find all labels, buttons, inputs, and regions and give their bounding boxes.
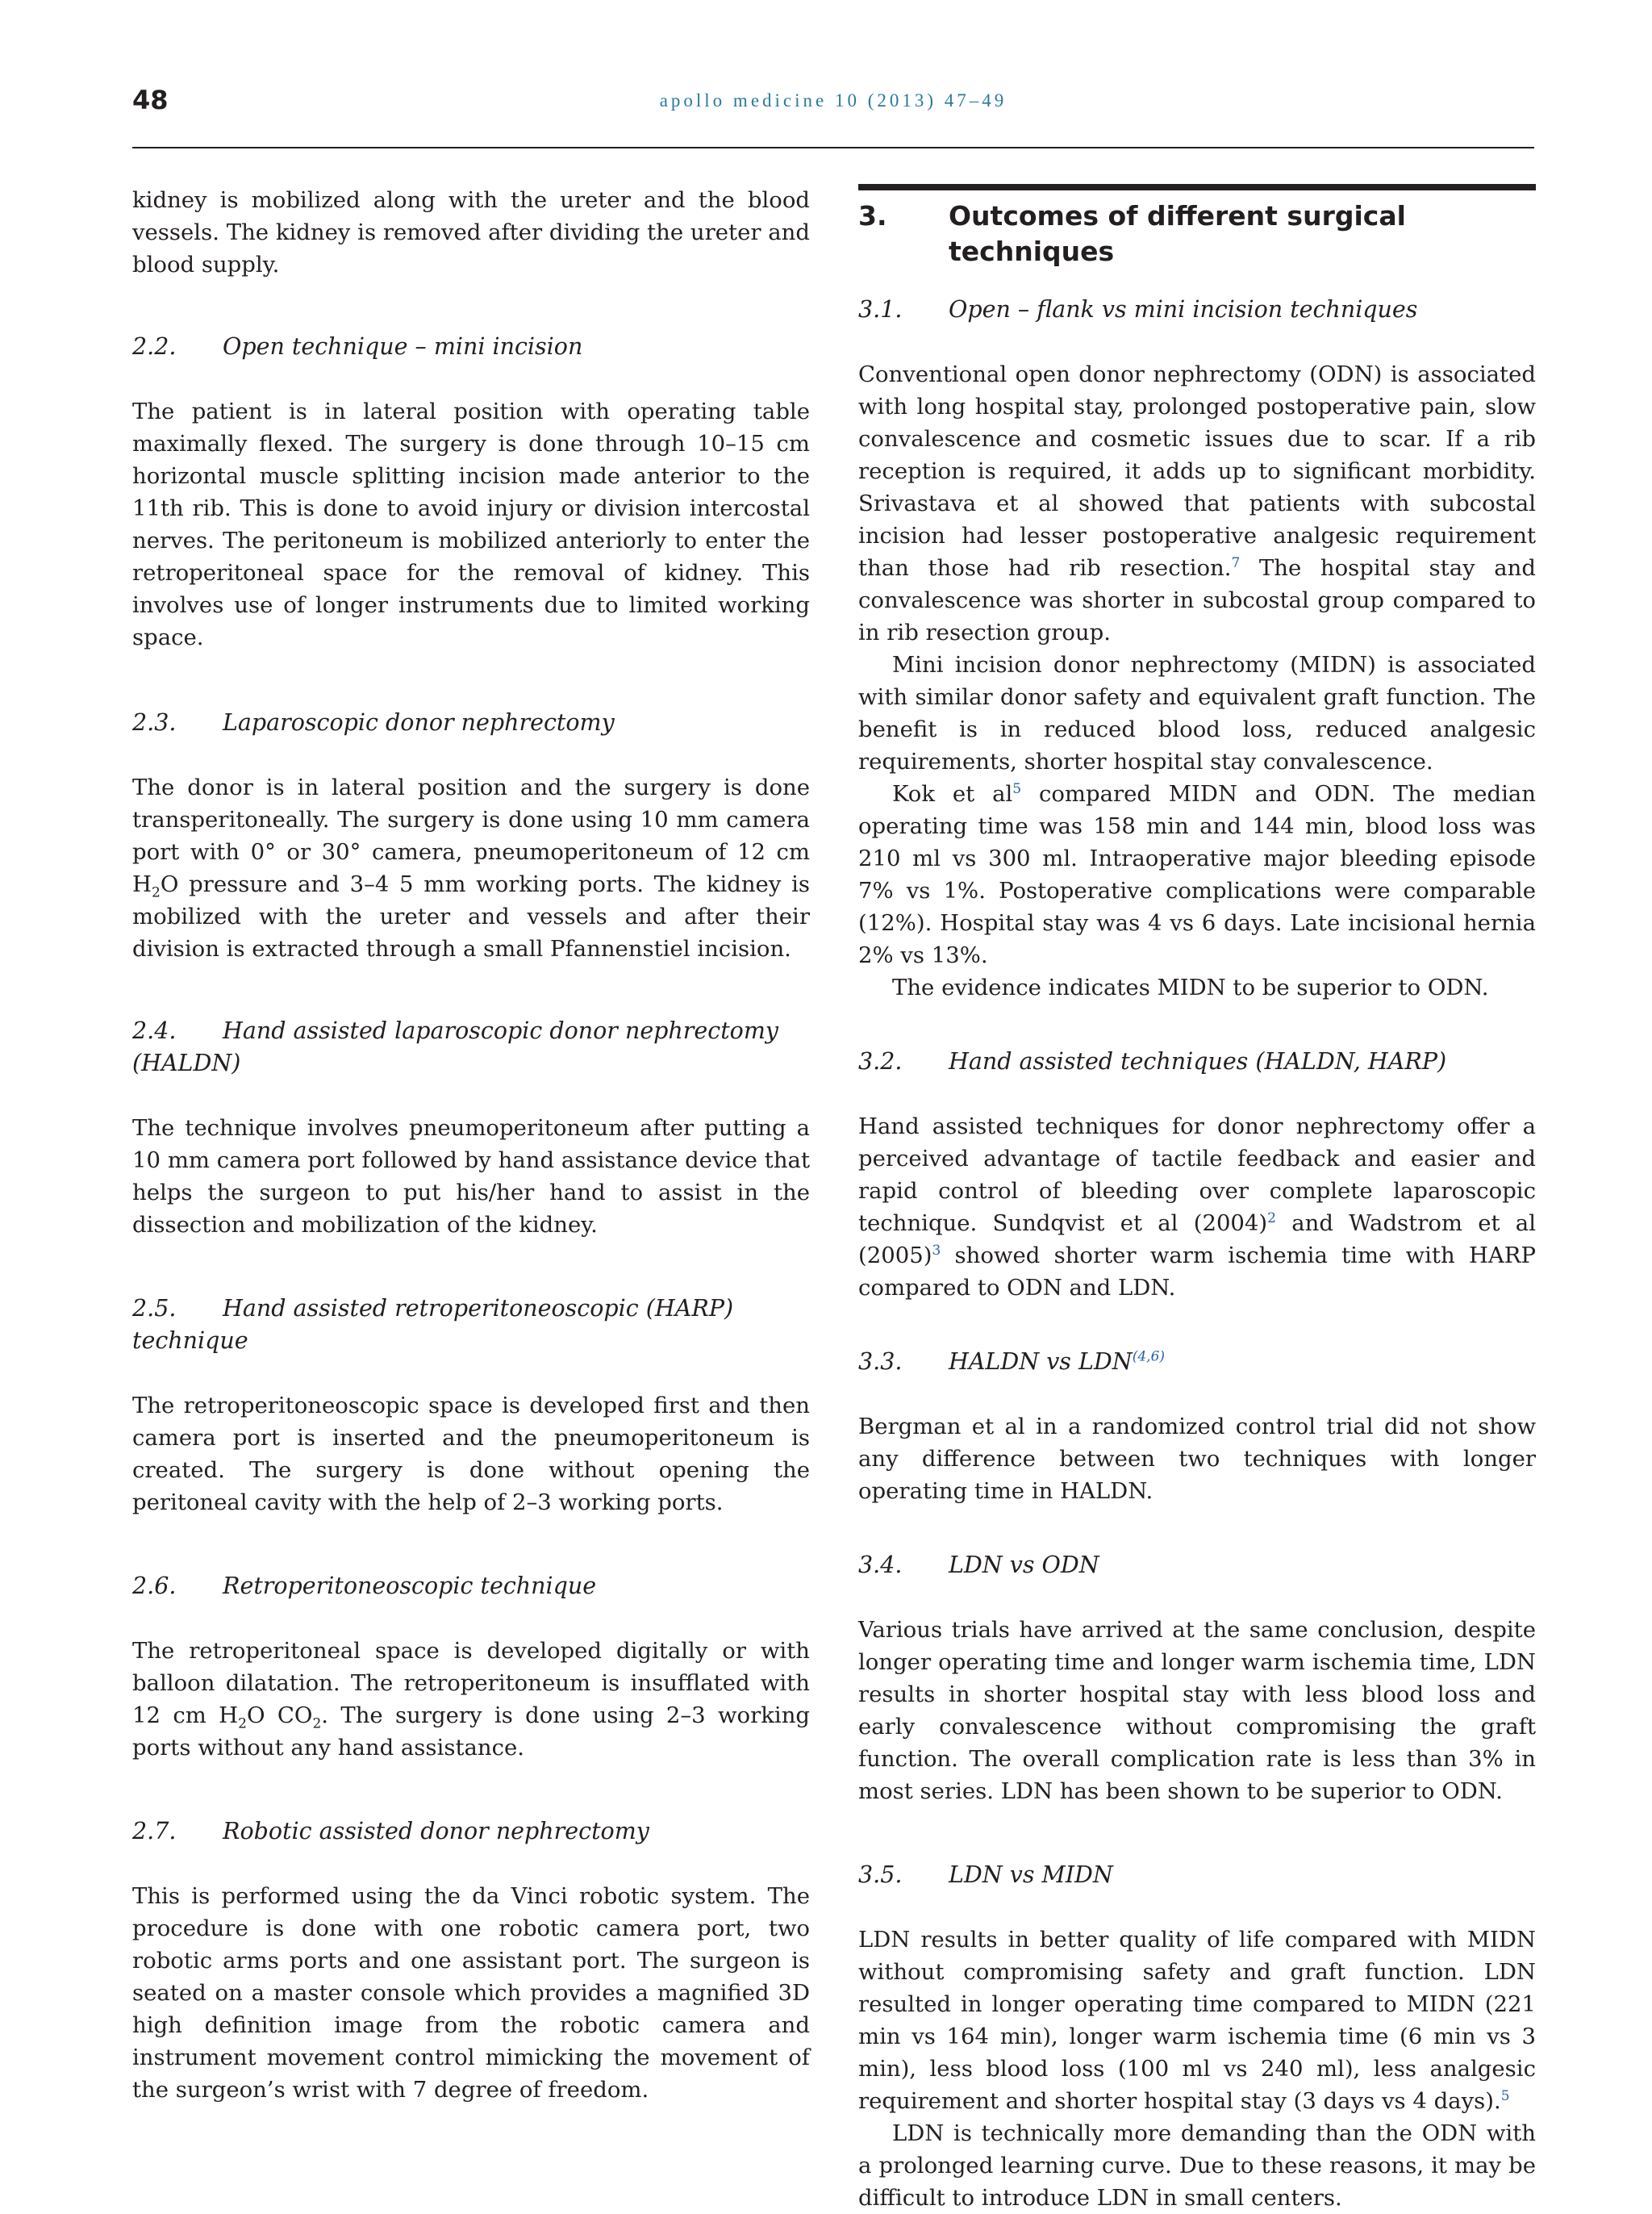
text-run: The donor is in lateral position and the surgery is done transperitoneally. The surgery is done using 10 mm camera port with 0° or 30° camera, pneumoperitoneum of 12 cm H [132,775,810,897]
paragraph [858,778,1536,971]
section-number: 2.2. [132,333,177,360]
paragraph: This is performed using the da Vinci robotic system. The procedure is done with one robotic camera port, two robotic arms ports and one assistant port. The surgeon is seated on a master console which provides a magnified 3D high definition image from the robotic camera and instrument movement control mimicking the movement of the surgeon’s wrist with 7 degree of freedom. [132,1883,810,2103]
text-run: The hospital stay and convalescence was shorter in subcostal group compared to in rib resection group. [858,555,1536,645]
reference-link[interactable]: 5 [1012,780,1022,797]
section-title: Laparoscopic donor nephrectomy [223,709,615,736]
paragraph [132,771,810,965]
paragraph [858,358,1536,649]
section-number: 2.7. [132,1818,177,1844]
section-heading-2-5 [132,1293,810,1357]
paragraph: LDN is technically more demanding than the ODN with a prolonged learning curve. Due to these reasons, it may be difficult to introduce LDN in small centers. [858,2120,1536,2211]
paragraph: The patient is in lateral position with operating table maximally flexed. The surgery is done through 10–15 cm horizontal muscle splitting incision made anterior to the 11th rib. This is done to avoid injury or division intercostal nerves. The peritoneum is mobilized anteriorly to enter the retroperitoneal space for the removal of kidney. This involves use of longer instruments due to limited working space. [132,399,810,650]
reference-link[interactable]: (4,6) [1132,1348,1166,1365]
section-heading-2-4 [132,1015,810,1080]
text-run: Hand assisted techniques for donor nephrectomy offer a perceived advantage of tactile feedback and easier and rapid control of bleeding over complete laparoscopic technique. Sundqvist et al (2004) [858,1113,1536,1236]
paragraph [858,1924,1536,2117]
right-column [858,184,1536,2214]
section-heading-3-1 [858,294,1536,326]
section-title: Robotic assisted donor nephrectomy [223,1818,649,1844]
section-heading-3-5 [858,1859,1536,1891]
paragraph: Mini incision donor nephrectomy (MIDN) is associated with similar donor safety and equivalent graft function. The benefit is in reduced blood loss, reduced analgesic requirements, shorter hospital stay convalescence. [858,652,1536,775]
section-number: 3.5. [858,1861,903,1888]
reference-link[interactable]: 3 [932,1242,941,1259]
text-run: and Wadstrom et al (2005) [858,1210,1536,1268]
text-run: . The surgery is done using 2–3 working ports without any hand assistance. [132,1702,811,1761]
section-number: 3. [858,200,887,232]
section-title: Hand assisted laparoscopic donor nephrectomy (HALDN) [132,1017,778,1076]
paragraph: The evidence indicates MIDN to be superior to ODN. [892,975,1489,1000]
section-heading-3-3 [858,1346,1536,1378]
subscript: 2 [238,1715,247,1732]
text-run: Kok et al [892,781,1013,807]
section-heading-3-4 [858,1549,1536,1581]
section-title: Retroperitoneoscopic technique [223,1573,597,1599]
section-title: Hand assisted techniques (HALDN, HARP) [949,1048,1447,1075]
text-run: compared MIDN and ODN. The median operating time was 158 min and 144 min, blood loss was 210 ml vs 300 ml. Intraoperative major bleeding episode 7% vs 1%. Postoperative complications were comparable (12%). Hospital stay was 4 vs 6 days. Late incisional hernia 2% vs 13%. [858,781,1537,968]
paragraph [858,1110,1536,1304]
section-number: 3.3. [858,1348,903,1375]
reference-link[interactable]: 5 [1500,2087,1510,2104]
paragraph: Bergman et al in a randomized control trial did not show any difference between two techniques with longer operating time in HALDN. [858,1414,1536,1504]
paragraph: The technique involves pneumoperitoneum after putting a 10 mm camera port followed by hand assistance device that helps the surgeon to put his/her hand to assist in the dissection and mobilization of the kidney. [132,1115,810,1238]
text-run: LDN results in better quality of life compared with MIDN without compromising safety and graft function. LDN resulted in longer operating time compared to MIDN (221 min vs 164 min), longer warm ischemia time (6 min vs 3 min), less blood loss (100 ml vs 240 ml), less analgesic requirement and shorter hospital stay (3 days vs 4 days). [858,1927,1536,2114]
section-number: 3.4. [858,1552,903,1578]
subscript: 2 [151,884,161,901]
page-header [132,84,1534,148]
section-number: 2.4. [132,1017,177,1044]
section-heading-2-6 [132,1570,810,1602]
section-heading-2-3 [132,707,810,739]
section-number: 3.1. [858,296,903,323]
section-title: Open – flank vs mini incision techniques [949,296,1418,323]
page-number: 48 [132,85,169,115]
subscript: 2 [312,1715,322,1732]
section-title: LDN vs MIDN [949,1861,1113,1888]
paragraph: kidney is mobilized along with the ureter and the blood vessels. The kidney is removed after dividing the ureter and blood supply. [132,187,810,278]
section-heading-3-2 [858,1046,1536,1078]
section-title: Open technique – mini incision [223,333,583,360]
section-heading-2-2 [132,331,810,363]
reference-link[interactable]: 7 [1231,554,1241,571]
section-number: 2.5. [132,1295,177,1322]
text-run: The retroperitoneal space is developed digitally or with balloon dilatation. The retroperitoneum is insufflated with 12 cm H [132,1638,810,1728]
paragraph: Various trials have arrived at the same conclusion, despite longer operating time and longer warm ischemia time, LDN results in shorter hospital stay with less blood loss and early convalescence without compromising the graft function. The overall complication rate is less than 3% in most series. LDN has been shown to be superior to ODN. [858,1617,1536,1804]
section-number: 2.6. [132,1573,177,1599]
reference-link[interactable]: 2 [1267,1209,1276,1226]
section-title: Outcomes of different surgical techniques [949,200,1406,267]
section-title: LDN vs ODN [949,1552,1099,1578]
section-title: HALDN vs LDN [949,1348,1133,1375]
paragraph: The retroperitoneoscopic space is developed first and then camera port is inserted and the pneumoperitoneum is created. The surgery is done without opening the peritoneal cavity with the help of 2–3 working ports. [132,1393,810,1515]
left-column [132,184,810,2106]
running-head: apollo medicine 10 (2013) 47–49 [659,90,1007,111]
section-heading-2-7 [132,1815,810,1848]
section-title: Hand assisted retroperitoneoscopic (HARP) technique [132,1295,734,1354]
section-number: 3.2. [858,1048,903,1075]
text-run: Conventional open donor nephrectomy (ODN) is associated with long hospital stay, prolonged postoperative pain, slow convalescence and cosmetic issues due to scar. If a rib reception is required, it adds up to significant morbidity. Srivastava et al showed that patients with subcostal incision had lesser postoperative analgesic requirement than those had rib resection. [858,361,1536,581]
text-run: showed shorter warm ischemia time with HARP compared to ODN and LDN. [858,1243,1536,1301]
section-number: 2.3. [132,709,177,736]
text-run: O pressure and 3–4 5 mm working ports. The kidney is mobilized with the ureter and vessels and after their division is extracted through a small Pfannenstiel incision. [132,871,810,962]
text-run: O CO [246,1702,313,1728]
section-heading-3 [858,184,1536,269]
paragraph [132,1635,810,1764]
